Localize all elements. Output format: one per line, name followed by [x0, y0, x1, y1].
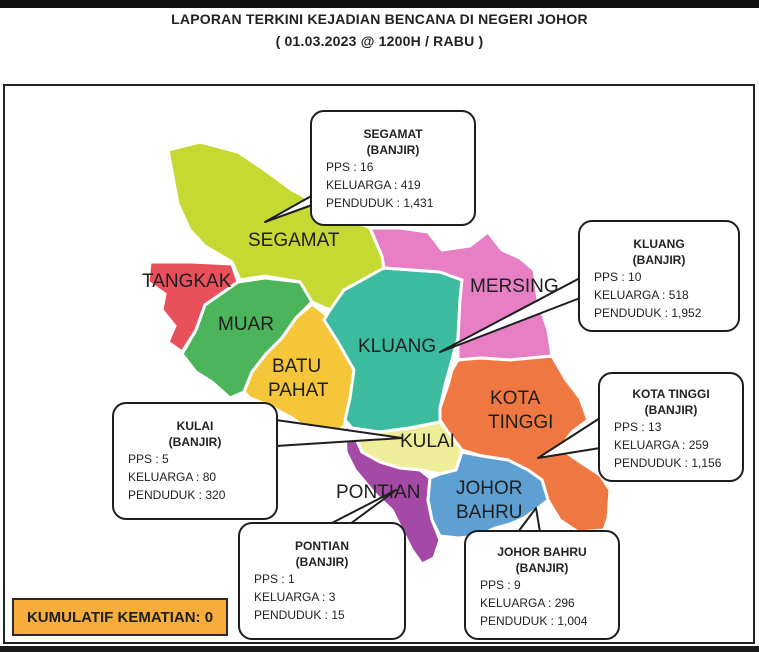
callout-kulai [112, 402, 278, 520]
callout-kota-tinggi-name: KOTA TINGGI [632, 387, 710, 401]
callout-pontian-name: PONTIAN [295, 539, 349, 553]
callout-johor-bahru-penduduk: PENDUDUK : 1,004 [480, 614, 588, 628]
label-kota-tinggi-1: KOTA [490, 388, 541, 409]
callout-kluang-penduduk: PENDUDUK : 1,952 [594, 306, 702, 320]
callout-pontian-keluarga: KELUARGA : 3 [254, 590, 336, 604]
callout-kluang [578, 220, 740, 332]
callout-pontian-pps: PPS : 1 [254, 572, 295, 586]
label-mersing: MERSING [470, 276, 559, 297]
label-pontian: PONTIAN [336, 482, 421, 503]
callout-kota-tinggi-penduduk: PENDUDUK : 1,156 [614, 456, 722, 470]
label-johor-bahru-2: BAHRU [456, 502, 523, 523]
callout-pontian [238, 522, 406, 640]
callout-segamat-pps: PPS : 16 [326, 160, 374, 174]
report-title: LAPORAN TERKINI KEJADIAN BENCANA DI NEGERI JOHOR [171, 11, 588, 27]
label-johor-bahru-1: JOHOR [456, 478, 523, 499]
callout-segamat-penduduk: PENDUDUK : 1,431 [326, 196, 434, 210]
callout-kulai-name: KULAI [176, 419, 214, 433]
callout-kulai-pps: PPS : 5 [128, 452, 169, 466]
label-kluang: KLUANG [358, 336, 437, 357]
callout-johor-bahru-pps: PPS : 9 [480, 578, 521, 592]
label-tangkak: TANGKAK [142, 271, 232, 292]
callout-johor-bahru [464, 530, 620, 640]
callout-segamat [310, 110, 476, 226]
callout-johor-bahru-name: JOHOR BAHRU [497, 545, 587, 559]
callout-kluang-pps: PPS : 10 [594, 270, 642, 284]
callout-segamat-name: SEGAMAT [363, 127, 423, 141]
label-muar: MUAR [218, 314, 274, 335]
label-kulai: KULAI [400, 431, 455, 452]
callout-kulai-type: (BANJIR) [168, 435, 222, 449]
callout-pontian-type: (BANJIR) [295, 555, 349, 569]
callout-kluang-keluarga: KELUARGA : 518 [594, 288, 689, 302]
callout-kota-tinggi [598, 372, 744, 482]
label-batu-pahat-1: BATU [272, 356, 322, 377]
callout-pontian-penduduk: PENDUDUK : 15 [254, 608, 345, 622]
label-segamat: SEGAMAT [248, 230, 340, 251]
callout-kota-tinggi-keluarga: KELUARGA : 259 [614, 438, 709, 452]
callout-kota-tinggi-type: (BANJIR) [644, 403, 698, 417]
callout-segamat-keluarga: KELUARGA : 419 [326, 178, 421, 192]
report-date: ( 01.03.2023 @ 1200H / RABU ) [275, 33, 484, 49]
label-batu-pahat-2: PAHAT [268, 380, 329, 401]
label-kota-tinggi-2: TINGGI [488, 412, 554, 433]
callout-johor-bahru-type: (BANJIR) [515, 561, 569, 575]
kumulatif-kematian-box: KUMULATIF KEMATIAN: 0 [12, 598, 228, 636]
callout-kulai-keluarga: KELUARGA : 80 [128, 470, 217, 484]
callout-segamat-type: (BANJIR) [366, 143, 420, 157]
callout-kulai-penduduk: PENDUDUK : 320 [128, 488, 226, 502]
callout-kota-tinggi-pps: PPS : 13 [614, 420, 662, 434]
callout-kluang-name: KLUANG [633, 237, 685, 251]
callout-kluang-type: (BANJIR) [632, 253, 686, 267]
callout-johor-bahru-keluarga: KELUARGA : 296 [480, 596, 575, 610]
